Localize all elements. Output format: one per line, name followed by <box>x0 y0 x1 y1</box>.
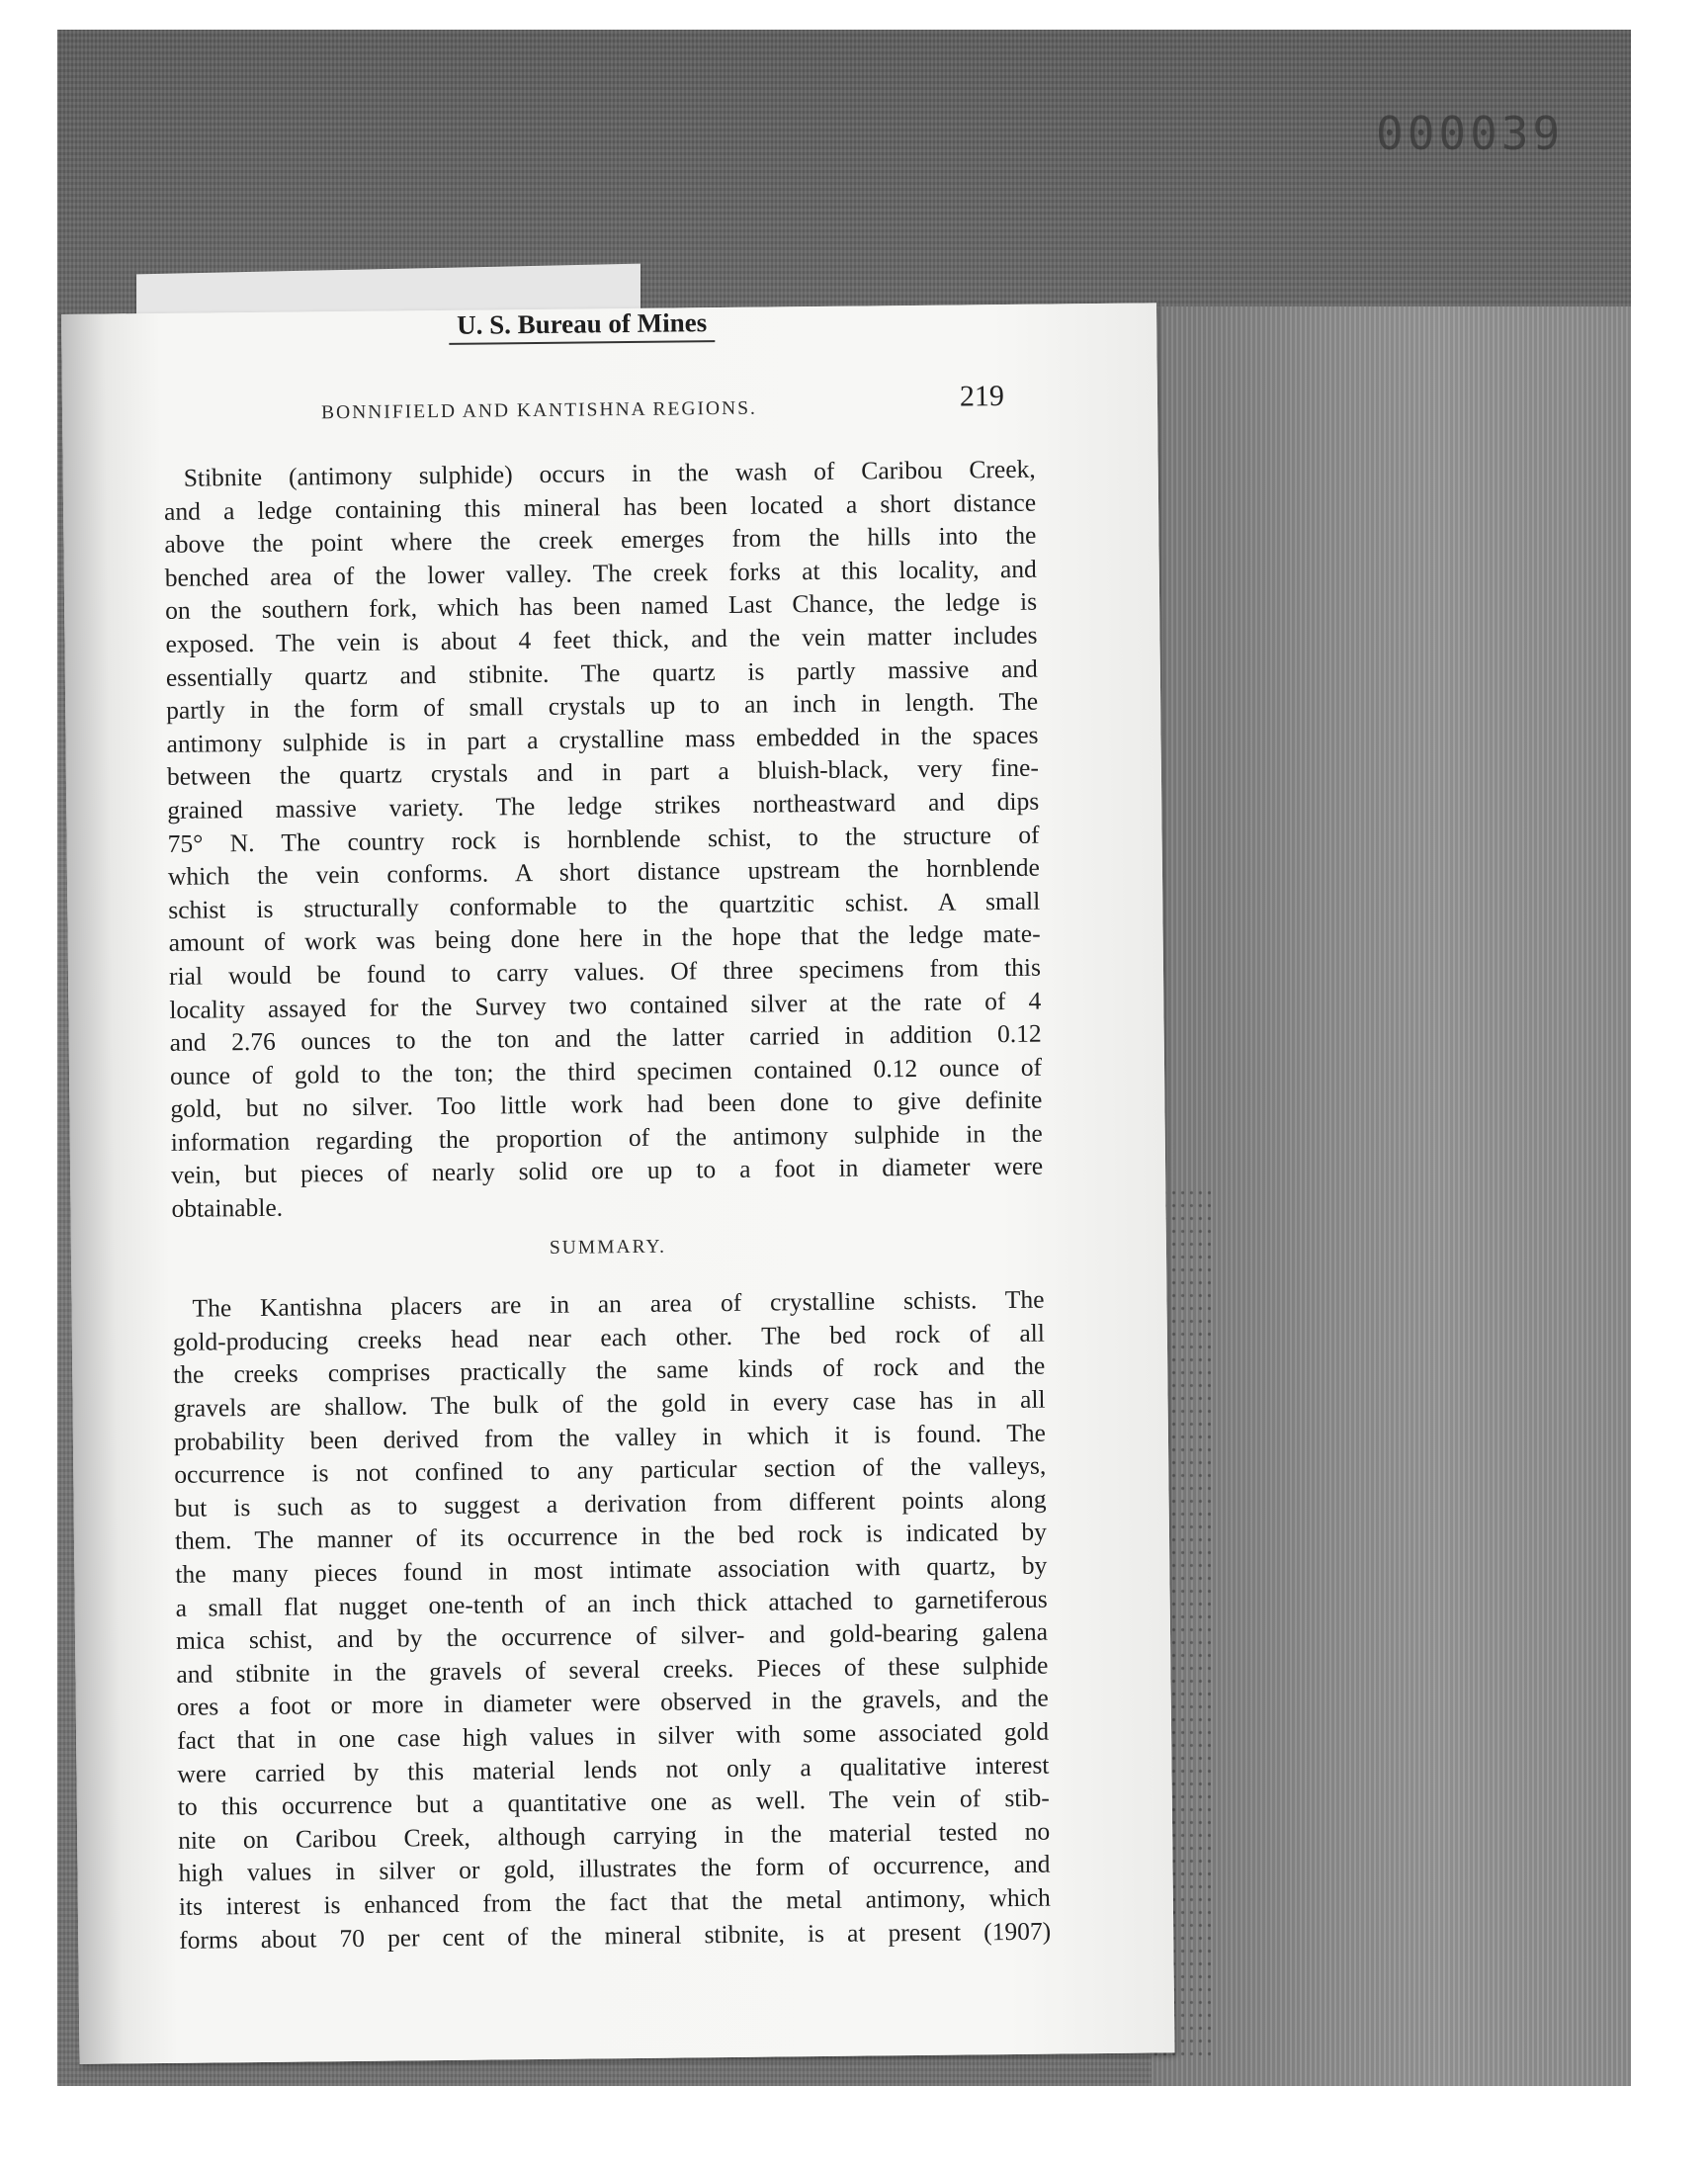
page-number: 219 <box>959 380 1005 413</box>
text-line: schist is structurally conformable to the quartzitic schist. A small <box>168 886 1041 924</box>
text-line: locality assayed for the Survey two contained silver at the rate of 4 <box>169 986 1042 1024</box>
text-line: on the southern fork, which has been named Last Chance, the ledge is <box>164 587 1038 626</box>
text-line: antimony sulphide is in part a crystalline mass embedded in the spaces <box>166 720 1039 758</box>
text-line: fact that in one case high values in silver with some associated gold <box>176 1716 1050 1755</box>
section-heading: SUMMARY. <box>549 1236 667 1259</box>
text-line: a small flat nugget one-tenth of an inch thick attached to garnetiferous <box>175 1584 1048 1622</box>
text-line: the creeks comprises practically the same kinds of rock and the <box>173 1351 1046 1390</box>
text-line: gold, but no silver. Too little work had been done to give definite <box>170 1085 1043 1124</box>
text-line: and 2.76 ounces to the ton and the latter carried in addition 0.12 <box>169 1018 1042 1057</box>
text-line: ores a foot or more in diameter were observed in the gravels, and the <box>176 1683 1049 1722</box>
text-line: forms about 70 per cent of the mineral stibnite, is at present (1907) <box>179 1916 1052 1955</box>
text-line: information regarding the proportion of the antimony sulphide in the <box>170 1118 1043 1157</box>
text-line: benched area of the lower valley. The creek forks at this locality, and <box>164 554 1037 592</box>
text-line: and stibnite in the gravels of several creeks. Pieces of these sulphide <box>176 1650 1049 1689</box>
document-page <box>61 303 1174 2064</box>
text-line: probability been derived from the valley in which it is found. The <box>173 1418 1047 1456</box>
text-line: occurrence is not confined to any particular section of the valleys, <box>174 1450 1047 1490</box>
text-line: gravels are shallow. The bulk of the gold in every case has in all <box>173 1384 1046 1423</box>
paragraph <box>164 453 1044 1226</box>
text-line: but is such as to suggest a derivation from different points along <box>174 1484 1047 1522</box>
text-line: exposed. The vein is about 4 feet thick, and the vein matter includes <box>165 620 1038 658</box>
body-text <box>164 453 1052 1957</box>
text-line: its interest is enhanced from the fact that the metal antimony, which <box>178 1882 1051 1921</box>
text-line: vein, but pieces of nearly solid ore up to a foot in diameter were <box>170 1152 1044 1190</box>
text-line: ounce of gold to the ton; the third specimen contained 0.12 ounce of <box>169 1052 1043 1090</box>
text-line: between the quartz crystals and in part a bluish-black, very fine- <box>166 753 1040 792</box>
paragraph <box>172 1283 1051 1957</box>
running-head: BONNIFIELD AND KANTISHNA REGIONS. <box>320 397 757 424</box>
text-line: gold-producing creeks head near each other. The bed rock of all <box>172 1318 1045 1356</box>
text-line: grained massive variety. The ledge strikes northeastward and dips <box>167 786 1040 825</box>
text-line: mica schist, and by the occurrence of silver- and gold-bearing galena <box>175 1616 1049 1656</box>
bureau-stamp: U. S. Bureau of Mines <box>449 307 715 345</box>
text-line: nite on Caribou Creek, although carrying in the material tested no <box>178 1816 1051 1855</box>
text-line: to this occurrence but a quantitative one as well. The vein of stib- <box>177 1783 1050 1822</box>
text-line: which the vein conforms. A short distance upstream the hornblende <box>167 852 1041 892</box>
backing-board-right <box>1152 306 1631 2086</box>
text-line: The Kantishna placers are in an area of crystalline schists. The <box>192 1284 1045 1323</box>
text-line: rial would be found to carry values. Of three specimens from this <box>168 952 1042 991</box>
text-line: essentially quartz and stibnite. The quartz is partly massive and <box>165 653 1038 692</box>
text-line: them. The manner of its occurrence in the bed rock is indicated by <box>174 1518 1048 1556</box>
text-line: were carried by this material lends not only a qualitative interest <box>177 1750 1050 1788</box>
text-line: above the point where the creek emerges from the hills into the <box>164 520 1037 560</box>
text-line: and a ledge containing this mineral has been located a short distance <box>163 487 1037 526</box>
text-line: 75° N. The country rock is hornblende schist, to the structure of <box>167 820 1040 858</box>
text-line: partly in the form of small crystals up to an inch in length. The <box>166 686 1039 726</box>
text-line: amount of work was being done here in the hope that the ledge mate- <box>168 918 1041 958</box>
text-line: high values in silver or gold, illustrates the form of occurrence, and <box>178 1849 1051 1888</box>
text-line: obtainable. <box>171 1192 284 1223</box>
text-line: the many pieces found in most intimate association with quartz, by <box>175 1550 1048 1589</box>
archive-stamp-number: 000039 <box>1376 107 1565 160</box>
text-line: Stibnite (antimony sulphide) occurs in the wash of Caribou Creek, <box>183 454 1036 492</box>
